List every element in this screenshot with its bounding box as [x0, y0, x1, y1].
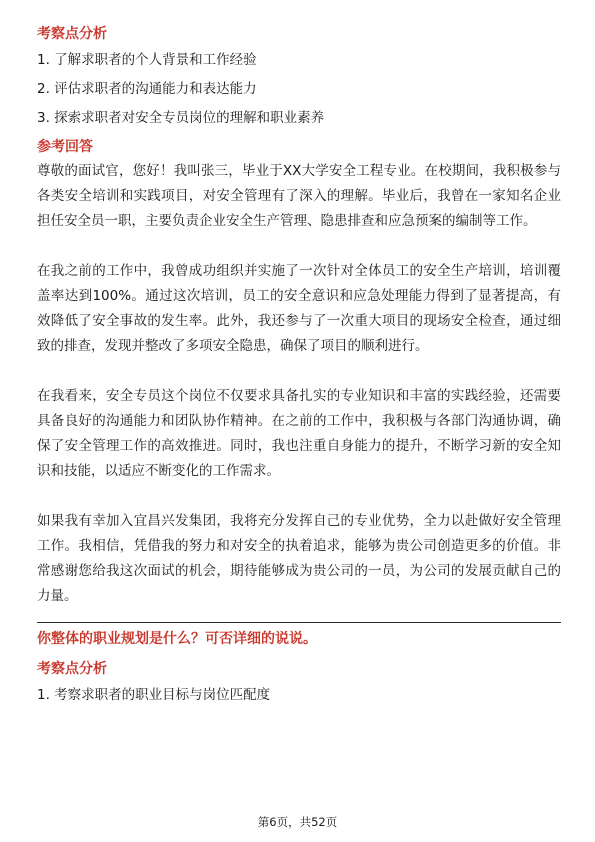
answer-paragraph: 在我之前的工作中，我曾成功组织并实施了一次针对全体员工的安全生产培训，培训覆盖率达到100%。通过这次培训，员工的安全意识和应急处理能力得到了显著提高，有效降低了安全事故的发生率。此外，我还参与了一次重大项目的现场安全检查，通过细致的排查，发现并整改了多项安全隐患，确保了项目的顺利进行。 [37, 263, 561, 354]
analysis-item: 1. 考察求职者的职业目标与岗位匹配度 [37, 687, 271, 703]
page-number: 第6页，共52页 [257, 815, 338, 829]
analysis-heading: 考察点分析 [37, 26, 107, 42]
answer-heading: 参考回答 [37, 139, 93, 155]
analysis-item: 1. 了解求职者的个人背景和工作经验 [37, 52, 257, 68]
analysis-item: 3. 探索求职者对安全专员岗位的理解和职业素养 [37, 110, 325, 126]
analysis-list [37, 50, 561, 128]
analysis-list [37, 685, 561, 705]
section-divider [37, 622, 561, 623]
answer-paragraph: 如果我有幸加入宜昌兴发集团，我将充分发挥自己的专业优势，全力以赴做好安全管理工作。我相信，凭借我的努力和对安全的执着追求，能够为贵公司创造更多的价值。非常感谢您给我这次面试的机会，期待能够成为贵公司的一员，为公司的发展贡献自己的力量。 [37, 513, 561, 604]
document-body [37, 24, 561, 714]
analysis-heading: 考察点分析 [37, 661, 107, 677]
question-title: 你整体的职业规划是什么？可否详细的说说。 [37, 631, 317, 647]
analysis-item: 2. 评估求职者的沟通能力和表达能力 [37, 81, 257, 97]
answer-paragraph: 尊敬的面试官，您好！我叫张三，毕业于XX大学安全工程专业。在校期间，我积极参与各类安全培训和实践项目，对安全管理有了深入的理解。毕业后，我曾在一家知名企业担任安全员一职，主要负责企业安全生产管理、隐患排查和应急预案的编制等工作。 [37, 163, 561, 229]
answer-paragraph: 在我看来，安全专员这个岗位不仅要求具备扎实的专业知识和丰富的实践经验，还需要具备良好的沟通能力和团队协作精神。在之前的工作中，我积极与各部门沟通协调，确保了安全管理工作的高效推进。同时，我也注重自身能力的提升，不断学习新的安全知识和技能，以适应不断变化的工作需求。 [37, 388, 561, 479]
